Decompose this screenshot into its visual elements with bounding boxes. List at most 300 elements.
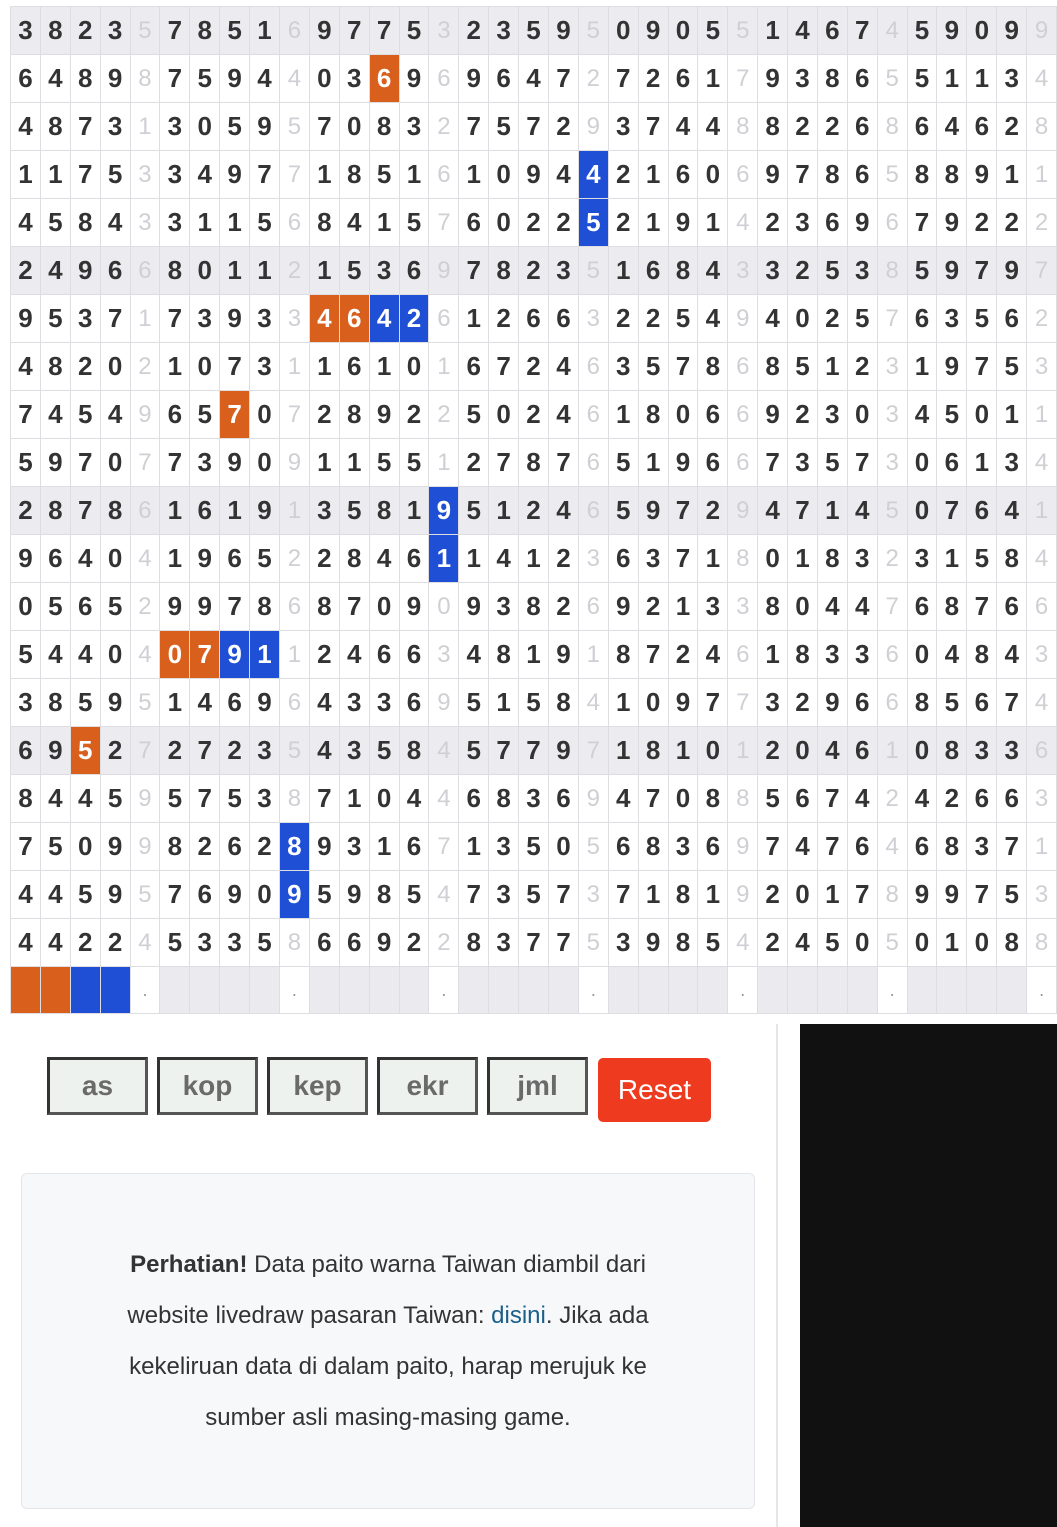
grid-cell[interactable]: 0: [190, 247, 220, 295]
grid-cell[interactable]: 5: [130, 871, 160, 919]
grid-cell[interactable]: 3: [220, 919, 250, 967]
grid-cell[interactable]: 7: [70, 487, 100, 535]
grid-cell[interactable]: 0: [548, 823, 578, 871]
grid-cell[interactable]: 3: [519, 775, 549, 823]
grid-cell[interactable]: 3: [788, 55, 818, 103]
grid-cell[interactable]: 9: [369, 919, 399, 967]
grid-cell[interactable]: 7: [369, 7, 399, 55]
grid-cell[interactable]: 8: [40, 103, 70, 151]
grid-cell[interactable]: 6: [130, 487, 160, 535]
grid-cell[interactable]: 8: [40, 343, 70, 391]
grid-cell[interactable]: 3: [1027, 775, 1057, 823]
grid-cell[interactable]: 9: [459, 55, 489, 103]
grid-cell[interactable]: 4: [40, 775, 70, 823]
grid-cell[interactable]: 9: [578, 775, 608, 823]
footer-cell[interactable]: [847, 967, 877, 1014]
grid-cell[interactable]: 3: [548, 247, 578, 295]
grid-cell[interactable]: 5: [519, 871, 549, 919]
grid-cell[interactable]: 9: [100, 871, 130, 919]
grid-cell[interactable]: 4: [877, 823, 907, 871]
grid-cell[interactable]: 5: [399, 439, 429, 487]
footer-cell[interactable]: [638, 967, 668, 1014]
grid-cell[interactable]: 8: [279, 919, 309, 967]
grid-cell[interactable]: 5: [698, 7, 728, 55]
grid-cell[interactable]: 3: [758, 247, 788, 295]
grid-cell[interactable]: 1: [967, 55, 997, 103]
grid-cell[interactable]: 6: [489, 55, 519, 103]
grid-cell[interactable]: 9: [519, 151, 549, 199]
grid-cell[interactable]: 6: [967, 679, 997, 727]
grid-cell[interactable]: 0: [967, 391, 997, 439]
grid-cell[interactable]: 8: [728, 103, 758, 151]
grid-cell[interactable]: 1: [638, 871, 668, 919]
grid-cell[interactable]: 7: [608, 871, 638, 919]
grid-cell[interactable]: 5: [339, 247, 369, 295]
grid-cell[interactable]: 6: [668, 151, 698, 199]
grid-cell[interactable]: 6: [519, 295, 549, 343]
grid-cell[interactable]: 1: [130, 295, 160, 343]
grid-cell[interactable]: 0: [489, 199, 519, 247]
grid-cell[interactable]: 3: [758, 679, 788, 727]
grid-cell[interactable]: 8: [937, 727, 967, 775]
grid-cell[interactable]: 7: [698, 679, 728, 727]
grid-cell[interactable]: 6: [967, 103, 997, 151]
grid-cell[interactable]: 7: [279, 151, 309, 199]
grid-cell[interactable]: 0: [907, 487, 937, 535]
grid-cell[interactable]: 7: [190, 727, 220, 775]
grid-cell[interactable]: 1: [279, 631, 309, 679]
grid-cell[interactable]: 4: [11, 919, 41, 967]
grid-cell[interactable]: 2: [578, 55, 608, 103]
grid-cell[interactable]: 2: [399, 919, 429, 967]
grid-cell[interactable]: 2: [399, 391, 429, 439]
grid-cell[interactable]: 8: [459, 919, 489, 967]
grid-cell[interactable]: 7: [160, 439, 190, 487]
grid-cell[interactable]: 9: [728, 295, 758, 343]
footer-cell[interactable]: [160, 967, 190, 1014]
grid-cell[interactable]: 8: [70, 199, 100, 247]
grid-cell[interactable]: 3: [489, 871, 519, 919]
grid-cell[interactable]: 7: [100, 295, 130, 343]
grid-cell[interactable]: 8: [369, 103, 399, 151]
grid-cell[interactable]: 5: [817, 247, 847, 295]
grid-cell[interactable]: 2: [608, 151, 638, 199]
grid-cell[interactable]: 3: [160, 199, 190, 247]
grid-cell[interactable]: 6: [399, 631, 429, 679]
grid-cell[interactable]: 7: [1027, 247, 1057, 295]
grid-cell[interactable]: 8: [817, 535, 847, 583]
reset-button[interactable]: Reset: [598, 1058, 711, 1122]
footer-cell[interactable]: [788, 967, 818, 1014]
grid-cell[interactable]: 8: [758, 343, 788, 391]
grid-cell[interactable]: 8: [489, 631, 519, 679]
grid-cell[interactable]: 4: [40, 919, 70, 967]
grid-cell[interactable]: 9: [937, 343, 967, 391]
grid-cell[interactable]: 1: [638, 199, 668, 247]
grid-cell[interactable]: 4: [279, 55, 309, 103]
grid-cell[interactable]: 4: [100, 199, 130, 247]
grid-cell[interactable]: 5: [459, 727, 489, 775]
footer-cell[interactable]: [698, 967, 728, 1014]
grid-cell[interactable]: 6: [907, 103, 937, 151]
grid-cell[interactable]: 6: [997, 775, 1027, 823]
grid-cell[interactable]: 0: [907, 727, 937, 775]
footer-cell[interactable]: [459, 967, 489, 1014]
grid-cell[interactable]: 2: [100, 919, 130, 967]
grid-cell[interactable]: 7: [160, 55, 190, 103]
grid-cell[interactable]: 7: [967, 583, 997, 631]
grid-cell[interactable]: 0: [429, 583, 459, 631]
grid-cell[interactable]: 0: [907, 919, 937, 967]
grid-cell[interactable]: 2: [608, 295, 638, 343]
grid-cell[interactable]: 6: [847, 103, 877, 151]
grid-cell[interactable]: 5: [369, 439, 399, 487]
grid-cell[interactable]: 5: [279, 103, 309, 151]
grid-cell[interactable]: 7: [847, 7, 877, 55]
grid-cell[interactable]: 4: [758, 295, 788, 343]
grid-cell[interactable]: 1: [160, 343, 190, 391]
grid-cell[interactable]: 1: [1027, 391, 1057, 439]
grid-cell[interactable]: 7: [758, 439, 788, 487]
grid-cell[interactable]: 1: [489, 487, 519, 535]
grid-cell[interactable]: 7: [638, 103, 668, 151]
grid-cell[interactable]: 1: [578, 631, 608, 679]
grid-cell[interactable]: 5: [160, 919, 190, 967]
grid-cell[interactable]: 6: [548, 775, 578, 823]
footer-cell[interactable]: [997, 967, 1027, 1014]
grid-cell[interactable]: 2: [429, 919, 459, 967]
grid-cell[interactable]: 8: [369, 871, 399, 919]
footer-cell[interactable]: [668, 967, 698, 1014]
grid-cell[interactable]: 3: [578, 871, 608, 919]
grid-cell[interactable]: 9: [668, 199, 698, 247]
grid-cell[interactable]: 6: [339, 919, 369, 967]
grid-cell[interactable]: 2: [309, 391, 339, 439]
grid-cell[interactable]: 2: [608, 199, 638, 247]
grid-cell[interactable]: 1: [339, 439, 369, 487]
grid-cell[interactable]: 1: [160, 487, 190, 535]
grid-cell[interactable]: 3: [250, 295, 280, 343]
grid-cell[interactable]: 7: [160, 295, 190, 343]
grid-cell[interactable]: 8: [70, 55, 100, 103]
grid-cell[interactable]: 4: [847, 775, 877, 823]
grid-cell[interactable]: 4: [788, 7, 818, 55]
grid-cell[interactable]: 5: [459, 679, 489, 727]
grid-cell[interactable]: 3: [698, 583, 728, 631]
grid-cell[interactable]: 8: [309, 583, 339, 631]
grid-cell[interactable]: 6: [847, 679, 877, 727]
grid-cell[interactable]: 6: [937, 439, 967, 487]
grid-cell[interactable]: 5: [489, 103, 519, 151]
grid-cell[interactable]: 0: [250, 871, 280, 919]
grid-cell[interactable]: 1: [608, 247, 638, 295]
grid-cell[interactable]: 2: [638, 55, 668, 103]
grid-cell[interactable]: 2: [788, 391, 818, 439]
grid-cell[interactable]: 5: [399, 7, 429, 55]
grid-cell[interactable]: 6: [847, 823, 877, 871]
grid-cell[interactable]: 8: [997, 535, 1027, 583]
grid-cell[interactable]: 7: [877, 295, 907, 343]
grid-cell[interactable]: 1: [220, 247, 250, 295]
grid-cell[interactable]: 5: [70, 727, 100, 775]
grid-cell[interactable]: 3: [967, 727, 997, 775]
grid-cell[interactable]: 4: [11, 199, 41, 247]
grid-cell[interactable]: 6: [309, 919, 339, 967]
grid-cell[interactable]: 4: [758, 487, 788, 535]
jml-button[interactable]: jml: [487, 1057, 588, 1115]
grid-cell[interactable]: 1: [459, 295, 489, 343]
grid-cell[interactable]: 4: [130, 631, 160, 679]
grid-cell[interactable]: 7: [997, 823, 1027, 871]
grid-cell[interactable]: 1: [519, 535, 549, 583]
grid-cell[interactable]: 6: [698, 439, 728, 487]
grid-cell[interactable]: 1: [369, 823, 399, 871]
grid-cell[interactable]: 6: [997, 583, 1027, 631]
grid-cell[interactable]: 0: [847, 391, 877, 439]
grid-cell[interactable]: 4: [250, 55, 280, 103]
grid-cell[interactable]: 7: [548, 439, 578, 487]
grid-cell[interactable]: 1: [309, 247, 339, 295]
footer-cell[interactable]: [817, 967, 847, 1014]
grid-cell[interactable]: 1: [728, 727, 758, 775]
grid-cell[interactable]: 9: [937, 247, 967, 295]
grid-cell[interactable]: 5: [817, 919, 847, 967]
grid-cell[interactable]: 9: [40, 439, 70, 487]
grid-cell[interactable]: 3: [847, 247, 877, 295]
grid-cell[interactable]: 6: [997, 295, 1027, 343]
grid-cell[interactable]: 4: [339, 199, 369, 247]
grid-cell[interactable]: 8: [190, 7, 220, 55]
grid-cell[interactable]: 5: [608, 487, 638, 535]
grid-cell[interactable]: 7: [339, 7, 369, 55]
grid-cell[interactable]: 0: [788, 583, 818, 631]
footer-cell[interactable]: [220, 967, 250, 1014]
grid-cell[interactable]: 7: [788, 487, 818, 535]
color-swatch[interactable]: [40, 967, 70, 1014]
grid-cell[interactable]: 7: [429, 199, 459, 247]
grid-cell[interactable]: 2: [817, 103, 847, 151]
grid-cell[interactable]: 6: [608, 823, 638, 871]
grid-cell[interactable]: 9: [638, 487, 668, 535]
grid-cell[interactable]: 9: [429, 487, 459, 535]
grid-cell[interactable]: 0: [788, 727, 818, 775]
grid-cell[interactable]: 3: [11, 7, 41, 55]
grid-cell[interactable]: 7: [578, 727, 608, 775]
grid-cell[interactable]: 2: [1027, 295, 1057, 343]
grid-cell[interactable]: 5: [997, 871, 1027, 919]
grid-cell[interactable]: 0: [369, 775, 399, 823]
grid-cell[interactable]: 2: [220, 727, 250, 775]
grid-cell[interactable]: 0: [369, 583, 399, 631]
grid-cell[interactable]: 2: [70, 919, 100, 967]
grid-cell[interactable]: 6: [578, 343, 608, 391]
grid-cell[interactable]: 9: [160, 583, 190, 631]
grid-cell[interactable]: 9: [190, 583, 220, 631]
grid-cell[interactable]: 8: [1027, 919, 1057, 967]
grid-cell[interactable]: 3: [190, 439, 220, 487]
grid-cell[interactable]: 2: [817, 295, 847, 343]
grid-cell[interactable]: 6: [668, 55, 698, 103]
grid-cell[interactable]: 4: [40, 871, 70, 919]
grid-cell[interactable]: 4: [847, 487, 877, 535]
grid-cell[interactable]: 4: [698, 103, 728, 151]
grid-cell[interactable]: 9: [279, 439, 309, 487]
grid-cell[interactable]: 2: [130, 343, 160, 391]
grid-cell[interactable]: 2: [519, 391, 549, 439]
footer-cell[interactable]: [967, 967, 997, 1014]
grid-cell[interactable]: 8: [638, 823, 668, 871]
grid-cell[interactable]: 4: [130, 535, 160, 583]
grid-cell[interactable]: 4: [817, 727, 847, 775]
grid-cell[interactable]: 6: [429, 295, 459, 343]
footer-cell[interactable]: [250, 967, 280, 1014]
grid-cell[interactable]: 2: [877, 775, 907, 823]
grid-cell[interactable]: 4: [817, 583, 847, 631]
grid-cell[interactable]: 1: [519, 631, 549, 679]
grid-cell[interactable]: 1: [698, 55, 728, 103]
grid-cell[interactable]: 6: [877, 631, 907, 679]
grid-cell[interactable]: 5: [937, 391, 967, 439]
grid-cell[interactable]: 8: [728, 535, 758, 583]
grid-cell[interactable]: 7: [817, 775, 847, 823]
grid-cell[interactable]: 2: [70, 7, 100, 55]
grid-cell[interactable]: 7: [220, 583, 250, 631]
grid-cell[interactable]: 9: [608, 583, 638, 631]
grid-cell[interactable]: 1: [997, 151, 1027, 199]
grid-cell[interactable]: 0: [907, 439, 937, 487]
grid-cell[interactable]: 9: [728, 871, 758, 919]
grid-cell[interactable]: 5: [578, 199, 608, 247]
grid-cell[interactable]: 1: [279, 487, 309, 535]
grid-cell[interactable]: 0: [160, 631, 190, 679]
grid-cell[interactable]: 5: [877, 919, 907, 967]
grid-cell[interactable]: 3: [489, 7, 519, 55]
grid-cell[interactable]: 6: [1027, 727, 1057, 775]
grid-cell[interactable]: 2: [997, 199, 1027, 247]
grid-cell[interactable]: 9: [220, 151, 250, 199]
grid-cell[interactable]: 4: [100, 391, 130, 439]
grid-cell[interactable]: 3: [1027, 343, 1057, 391]
grid-cell[interactable]: 8: [967, 631, 997, 679]
grid-cell[interactable]: 2: [429, 391, 459, 439]
grid-cell[interactable]: 4: [190, 679, 220, 727]
grid-cell[interactable]: 8: [339, 535, 369, 583]
color-swatch[interactable]: [100, 967, 130, 1014]
grid-cell[interactable]: 4: [429, 727, 459, 775]
grid-cell[interactable]: 4: [1027, 679, 1057, 727]
grid-cell[interactable]: 9: [250, 487, 280, 535]
grid-cell[interactable]: 6: [339, 295, 369, 343]
grid-cell[interactable]: 1: [339, 775, 369, 823]
grid-cell[interactable]: 1: [608, 727, 638, 775]
grid-cell[interactable]: 7: [339, 583, 369, 631]
grid-cell[interactable]: 0: [11, 583, 41, 631]
grid-cell[interactable]: 9: [130, 775, 160, 823]
grid-cell[interactable]: 3: [608, 343, 638, 391]
kop-button[interactable]: kop: [157, 1057, 258, 1115]
grid-cell[interactable]: 4: [429, 871, 459, 919]
grid-cell[interactable]: 5: [788, 343, 818, 391]
grid-cell[interactable]: 3: [847, 535, 877, 583]
grid-cell[interactable]: 5: [100, 775, 130, 823]
grid-cell[interactable]: 9: [279, 871, 309, 919]
grid-cell[interactable]: 1: [369, 343, 399, 391]
footer-cell[interactable]: [399, 967, 429, 1014]
grid-cell[interactable]: 8: [907, 151, 937, 199]
grid-cell[interactable]: 0: [847, 919, 877, 967]
ekr-button[interactable]: ekr: [377, 1057, 478, 1115]
source-link[interactable]: disini: [491, 1302, 546, 1329]
grid-cell[interactable]: 4: [40, 247, 70, 295]
grid-cell[interactable]: 1: [459, 151, 489, 199]
grid-cell[interactable]: 6: [578, 391, 608, 439]
grid-cell[interactable]: 5: [70, 871, 100, 919]
grid-cell[interactable]: 1: [160, 535, 190, 583]
grid-cell[interactable]: 1: [11, 151, 41, 199]
grid-cell[interactable]: 4: [309, 679, 339, 727]
grid-cell[interactable]: 2: [788, 103, 818, 151]
grid-cell[interactable]: 1: [877, 727, 907, 775]
grid-cell[interactable]: 7: [429, 823, 459, 871]
grid-cell[interactable]: 8: [668, 871, 698, 919]
grid-cell[interactable]: 9: [638, 7, 668, 55]
grid-cell[interactable]: 4: [369, 535, 399, 583]
grid-cell[interactable]: 7: [548, 919, 578, 967]
grid-cell[interactable]: 4: [937, 631, 967, 679]
grid-cell[interactable]: 6: [578, 583, 608, 631]
grid-cell[interactable]: 9: [758, 55, 788, 103]
grid-cell[interactable]: 7: [668, 535, 698, 583]
grid-cell[interactable]: 4: [519, 55, 549, 103]
grid-cell[interactable]: 0: [668, 775, 698, 823]
grid-cell[interactable]: 3: [728, 247, 758, 295]
grid-cell[interactable]: 3: [578, 535, 608, 583]
grid-cell[interactable]: 8: [519, 439, 549, 487]
grid-cell[interactable]: 6: [907, 295, 937, 343]
grid-cell[interactable]: 4: [578, 151, 608, 199]
grid-cell[interactable]: 2: [1027, 199, 1057, 247]
grid-cell[interactable]: 8: [489, 775, 519, 823]
grid-cell[interactable]: 1: [190, 199, 220, 247]
grid-cell[interactable]: 8: [279, 823, 309, 871]
grid-cell[interactable]: 5: [877, 55, 907, 103]
grid-cell[interactable]: 0: [698, 727, 728, 775]
grid-cell[interactable]: 7: [638, 631, 668, 679]
grid-cell[interactable]: 5: [220, 7, 250, 55]
grid-cell[interactable]: 9: [250, 103, 280, 151]
grid-cell[interactable]: 1: [1027, 487, 1057, 535]
grid-cell[interactable]: 7: [11, 391, 41, 439]
grid-cell[interactable]: 8: [877, 247, 907, 295]
grid-cell[interactable]: 6: [459, 775, 489, 823]
grid-cell[interactable]: 4: [190, 151, 220, 199]
grid-cell[interactable]: 4: [339, 631, 369, 679]
grid-cell[interactable]: 5: [100, 151, 130, 199]
grid-cell[interactable]: 1: [309, 343, 339, 391]
grid-cell[interactable]: 4: [40, 55, 70, 103]
grid-cell[interactable]: 1: [309, 439, 339, 487]
grid-cell[interactable]: 8: [369, 487, 399, 535]
grid-cell[interactable]: 5: [190, 391, 220, 439]
grid-cell[interactable]: 1: [250, 247, 280, 295]
grid-cell[interactable]: 7: [459, 103, 489, 151]
grid-cell[interactable]: 8: [907, 679, 937, 727]
grid-cell[interactable]: 9: [220, 295, 250, 343]
grid-cell[interactable]: 5: [967, 535, 997, 583]
grid-cell[interactable]: 1: [1027, 823, 1057, 871]
grid-cell[interactable]: 5: [907, 7, 937, 55]
grid-cell[interactable]: 4: [997, 631, 1027, 679]
